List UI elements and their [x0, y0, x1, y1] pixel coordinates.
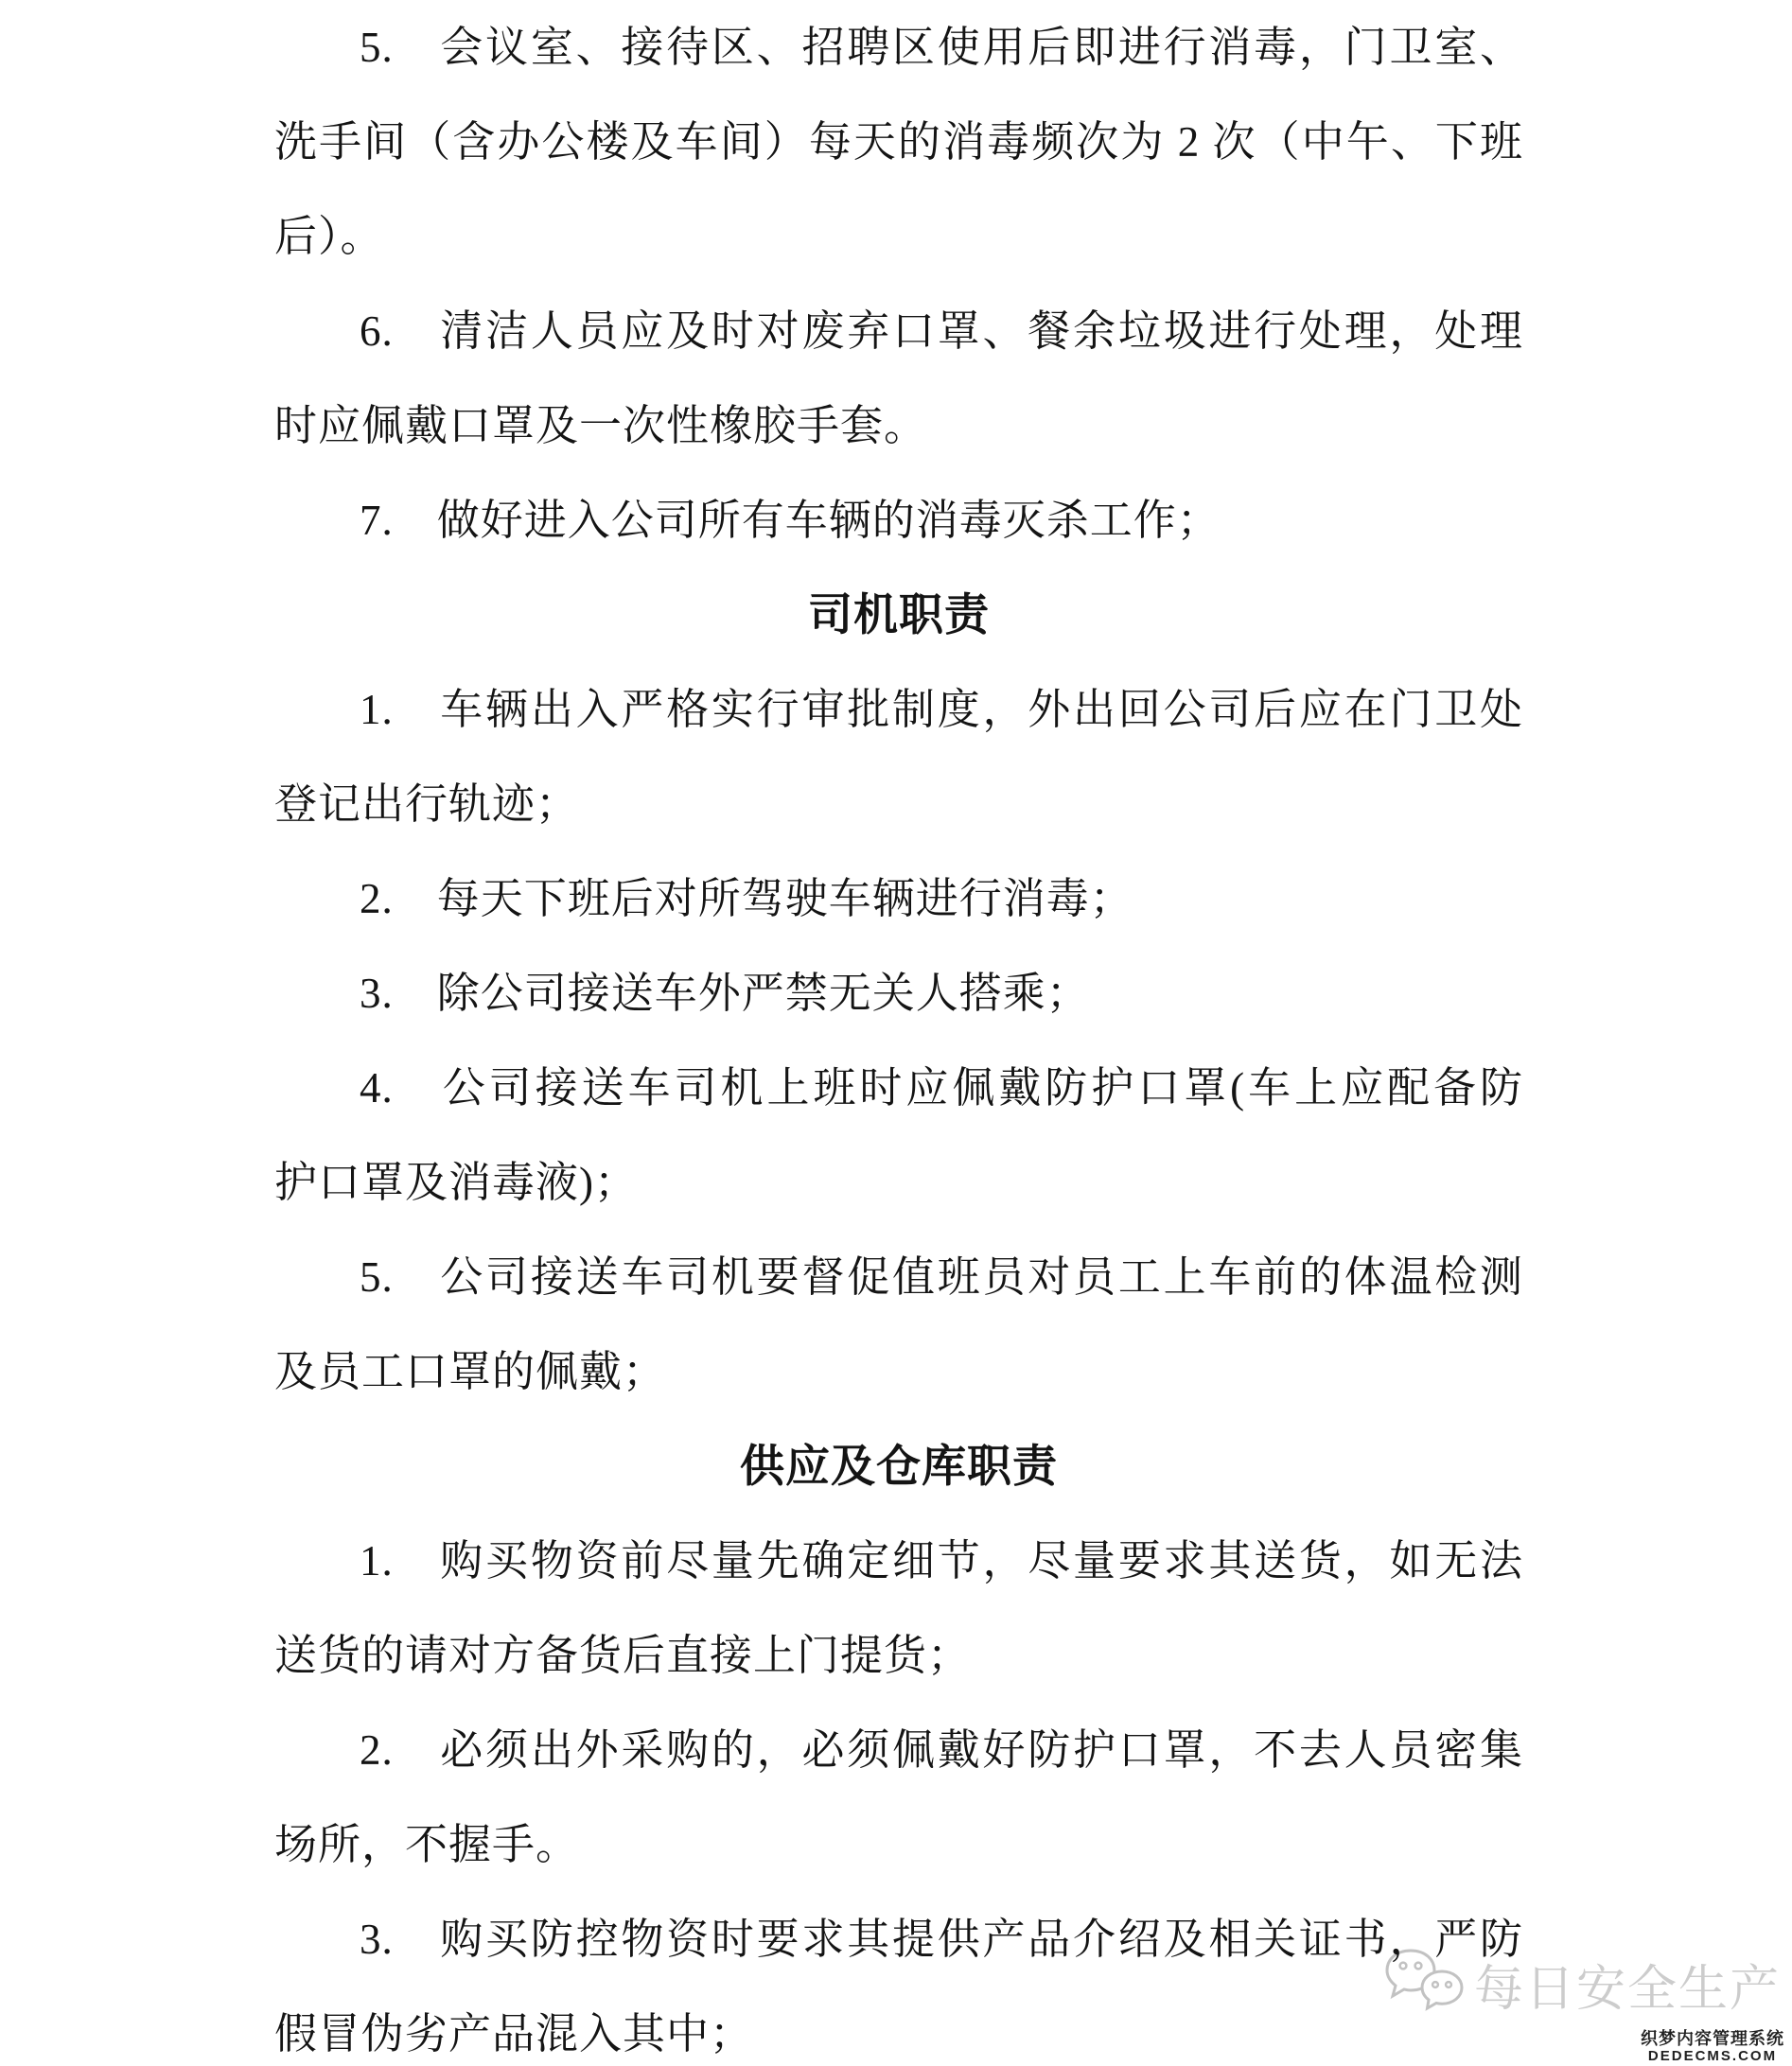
- text-line: 及员工口罩的佩戴；: [274, 1348, 667, 1395]
- text-line: 6. 清洁人员应及时对废弃口罩、餐余垃圾进行处理，处理: [360, 307, 1523, 355]
- text-line: 护口罩及消毒液)；: [274, 1159, 638, 1206]
- text-line: 送货的请对方备货后直接上门提货；: [274, 1632, 972, 1679]
- text-line: 时应佩戴口罩及一次性橡胶手套。: [274, 402, 928, 449]
- text-line: 5. 会议室、接待区、招聘区使用后即进行消毒，门卫室、: [360, 24, 1523, 71]
- text-line: 后）。: [274, 213, 384, 260]
- text-line: 7. 做好进入公司所有车辆的消毒灭杀工作；: [360, 497, 1221, 544]
- cms-watermark: [1641, 2029, 1784, 2064]
- section-heading: 司机职责: [808, 589, 990, 639]
- text-line: 2. 必须出外采购的，必须佩戴好防护口罩，不去人员密集: [360, 1726, 1523, 1774]
- text-line: 洗手间（含办公楼及车间）每天的消毒频次为 2 次（中午、下班: [274, 118, 1523, 166]
- cms-watermark-en: DEDECMS.COM: [1647, 2048, 1778, 2064]
- watermark-text: 每日安全生产: [1474, 1962, 1782, 2017]
- text-line: 1. 车辆出入严格实行审批制度，外出回公司后应在门卫处: [360, 686, 1523, 733]
- section-heading: 供应及仓库职责: [740, 1441, 1058, 1491]
- text-line: 登记出行轨迹；: [274, 780, 580, 828]
- text-line: 场所，不握手。: [274, 1821, 580, 1868]
- text-line: 3. 除公司接送车外严禁无关人搭乘；: [360, 970, 1090, 1017]
- text-line: 假冒伪劣产品混入其中；: [274, 2010, 754, 2057]
- document-body: [274, 0, 1523, 2066]
- text-line: 2. 每天下班后对所驾驶车辆进行消毒；: [360, 875, 1133, 922]
- cms-watermark-cn: 织梦内容管理系统: [1641, 2029, 1784, 2048]
- text-line: 5. 公司接送车司机要督促值班员对员工上车前的体温检测: [360, 1253, 1523, 1301]
- text-line: 3. 购买防控物资时要求其提供产品介绍及相关证书，严防: [360, 1916, 1523, 1963]
- text-line: 4. 公司接送车司机上班时应佩戴防护口罩(车上应配备防: [360, 1064, 1523, 1112]
- text-line: 1. 购买物资前尽量先确定细节，尽量要求其送货，如无法: [360, 1537, 1523, 1585]
